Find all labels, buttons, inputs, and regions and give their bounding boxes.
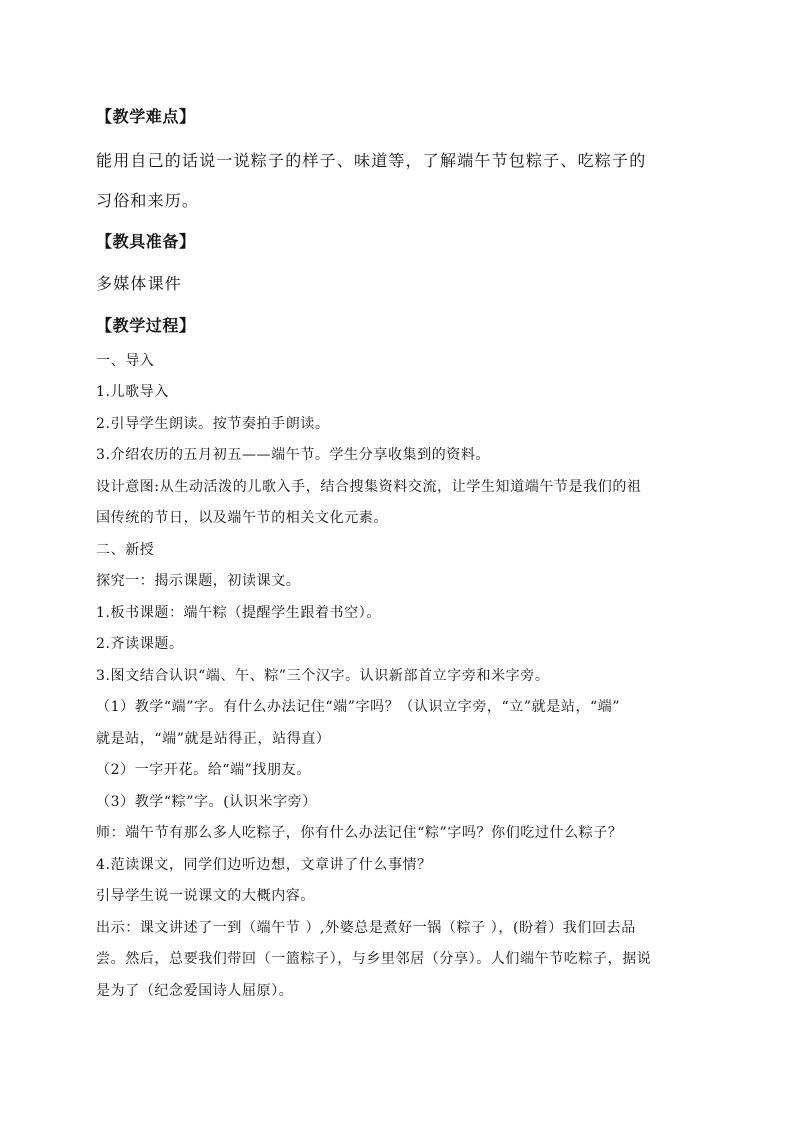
section-heading-teaching-tools: 【教具准备】: [96, 232, 196, 251]
section-heading-teaching-process: 【教学过程】: [96, 316, 196, 335]
process-line: 设计意图:从生动活泼的儿歌入手，结合搜集资料交流，让学生知道端午节是我们的祖: [96, 479, 642, 495]
process-line: 一、导入: [96, 353, 155, 369]
section-heading-teaching-difficulty: 【教学难点】: [96, 107, 196, 126]
process-line: 1.儿歌导入: [96, 384, 169, 400]
process-line: 4.范读课文，同学们边听边想，文章讲了什么事情？: [96, 857, 432, 873]
process-line: 1.板书课题：端午粽（提醒学生跟着书空）。: [96, 605, 381, 621]
process-line: 国传统的节日，以及端午节的相关文化元素。: [96, 510, 388, 526]
process-line: 3.介绍农历的五月初五——端午节。学生分享收集到的资料。: [96, 447, 491, 463]
difficulty-text-line-1: 能用自己的话说一说粽子的样子、味道等，了解端午节包粽子、吃粽子的: [96, 151, 647, 170]
process-line: 3.图文结合认识“端、午、粽”三个汉字。认识新部首立字旁和米字旁。: [96, 668, 550, 684]
process-line: 2.引导学生朗读。按节奏拍手朗读。: [96, 416, 330, 432]
process-line: （3）教学“粽”字。(认识米字旁）: [96, 794, 317, 810]
process-line: 出示：课文讲述了一到（端午节 ）,外婆总是煮好一锅（粽子 ），(盼着）我们回去品: [96, 920, 636, 936]
process-line: 引导学生说一说课文的大概内容。: [96, 888, 315, 904]
process-line: 是为了（纪念爱国诗人屈原）。: [96, 983, 294, 999]
process-line: 就是站，“端”就是站得正，站得直）: [96, 731, 331, 747]
process-line: （2）一字开花。给“端”找朋友。: [96, 762, 311, 778]
process-line: 尝。然后，总要我们带回（一篮粽子），与乡里邻居（分享）。人们端午节吃粽子，据说: [96, 951, 652, 967]
process-line: 2.齐读课题。: [96, 636, 184, 652]
process-line: （1）教学“端”字。有什么办法记住“端”字吗？（认识立字旁，“立”就是站，“端”: [96, 699, 621, 715]
difficulty-text-line-2: 习俗和来历。: [96, 191, 200, 210]
process-line: 探究一：揭示课题，初读课文。: [96, 573, 301, 589]
process-line: 二、新授: [96, 542, 155, 558]
process-line: 师：端午节有那么多人吃粽子，你有什么办法记住“粽”字吗？你们吃过什么粽子？: [96, 825, 623, 841]
tools-text: 多媒体课件: [96, 274, 183, 293]
